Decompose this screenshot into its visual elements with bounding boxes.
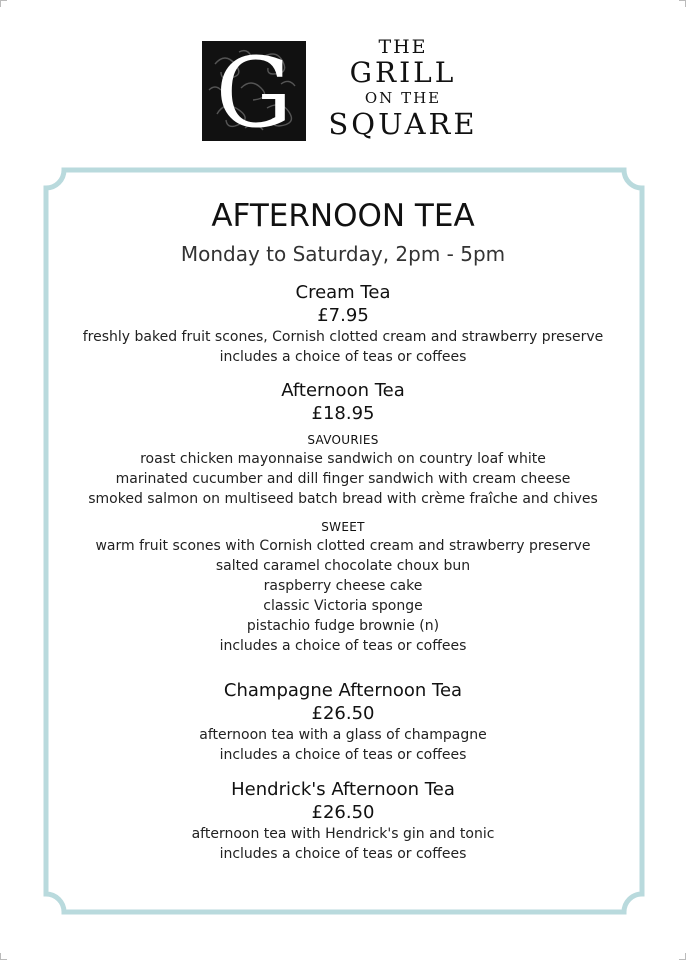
brand-line-grill: GRILL: [349, 56, 457, 89]
item-name: Champagne Afternoon Tea: [223, 680, 463, 701]
logo-letter: G: [215, 37, 293, 149]
menu-title: AFTERNOON TEA: [211, 198, 475, 234]
crop-mark: [0, 953, 7, 960]
item-description: afternoon tea with a glass of champagne: [199, 727, 487, 743]
crop-mark: [679, 953, 686, 960]
menu-line: warm fruit scones with Cornish clotted cream and strawberry preserve: [95, 538, 591, 554]
brand-name: [318, 36, 488, 140]
menu-item-champagne-afternoon-tea: [70, 679, 616, 765]
item-price: £26.50: [311, 703, 375, 724]
crop-mark: [679, 0, 686, 7]
menu-content: [70, 196, 616, 864]
savouries-section: [70, 431, 616, 509]
menu-line: smoked salmon on multiseed batch bread with crème fraîche and chives: [88, 491, 598, 507]
brand-line-on-the: ON THE: [364, 89, 442, 107]
item-price: £18.95: [311, 403, 375, 424]
crop-mark: [0, 0, 7, 7]
item-name: Hendrick's Afternoon Tea: [231, 779, 455, 800]
section-label: SAVOURIES: [307, 433, 379, 447]
section-label: SWEET: [321, 520, 365, 534]
item-description: freshly baked fruit scones, Cornish clotted cream and strawberry preserve: [82, 329, 604, 345]
logo-emblem: [202, 37, 306, 149]
menu-line: raspberry cheese cake: [263, 578, 423, 594]
sweet-section: [70, 518, 616, 656]
menu-line: marinated cucumber and dill finger sandwich with cream cheese: [115, 471, 571, 487]
brand-line-the: THE: [378, 36, 428, 58]
item-description: includes a choice of teas or coffees: [219, 349, 467, 365]
item-description: includes a choice of teas or coffees: [219, 846, 467, 862]
menu-item-afternoon-tea: [70, 379, 616, 656]
menu-hours: Monday to Saturday, 2pm - 5pm: [180, 242, 506, 266]
item-price: £26.50: [311, 802, 375, 823]
brand-line-square: SQUARE: [328, 107, 478, 141]
menu-line: roast chicken mayonnaise sandwich on country loaf white: [140, 451, 546, 467]
menu-item-hendricks-afternoon-tea: [70, 778, 616, 864]
menu-line: classic Victoria sponge: [263, 598, 423, 614]
item-description: includes a choice of teas or coffees: [219, 747, 467, 763]
menu-line: salted caramel chocolate choux bun: [215, 558, 471, 574]
item-name: Afternoon Tea: [281, 380, 405, 401]
item-price: £7.95: [317, 305, 369, 326]
item-name: Cream Tea: [295, 282, 391, 303]
menu-line: includes a choice of teas or coffees: [219, 638, 467, 654]
item-description: afternoon tea with Hendrick's gin and tonic: [191, 826, 495, 842]
menu-item-cream-tea: [70, 281, 616, 367]
menu-line: pistachio fudge brownie (n): [246, 618, 440, 634]
